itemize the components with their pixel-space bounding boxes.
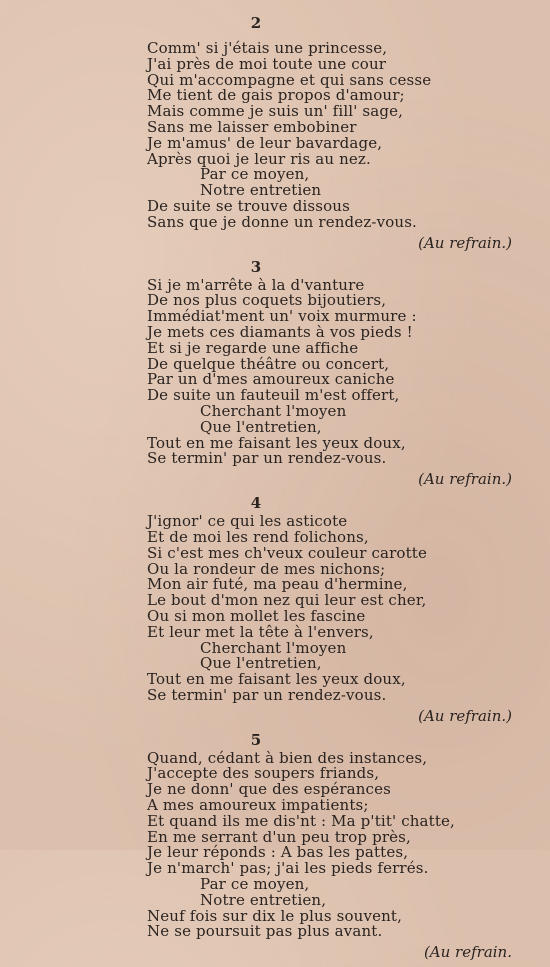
verse-line: Cherchant l'moyen bbox=[200, 638, 347, 657]
verse-line: Ou la rondeur de mes nichons; bbox=[147, 559, 386, 578]
refrain-marker: (Au refrain. bbox=[423, 943, 512, 962]
verse-line: En me serrant d'un peu trop près, bbox=[147, 827, 411, 846]
stanza-3 bbox=[147, 494, 512, 725]
stanza-number: 4 bbox=[250, 494, 262, 513]
verse-line: Je ne donn' que des espérances bbox=[147, 780, 391, 799]
verse-line: J'ai près de moi toute une cour bbox=[147, 54, 387, 73]
verse-line: Je n'march' pas; j'ai les pieds ferrés. bbox=[147, 859, 429, 878]
verse-line: Quand, cédant à bien des instances, bbox=[147, 748, 428, 767]
verse-line: Immédiat'ment un' voix murmure : bbox=[147, 307, 417, 326]
stanza-2 bbox=[147, 258, 512, 489]
verse-line: Neuf fois sur dix le plus souvent, bbox=[147, 906, 403, 925]
stanza-number: 3 bbox=[250, 257, 262, 276]
refrain-marker: (Au refrain.) bbox=[418, 233, 512, 252]
refrain-marker: (Au refrain.) bbox=[418, 470, 512, 489]
verse-line: Ne se poursuit pas plus avant. bbox=[147, 922, 383, 941]
verse-line: Cherchant l'moyen bbox=[200, 401, 347, 420]
verse-line: Comm' si j'étais une princesse, bbox=[147, 39, 388, 57]
verse-line: De nos plus coquets bijoutiers, bbox=[147, 291, 387, 310]
stanza-number: 5 bbox=[250, 730, 262, 749]
verse-line: Que l'entretien, bbox=[200, 417, 322, 436]
verse-line: De quelque théâtre ou concert, bbox=[147, 354, 390, 373]
verse-line: Se termin' par un rendez-vous. bbox=[147, 449, 387, 468]
verse-line: Et si je regarde une affiche bbox=[147, 338, 359, 357]
verse-line: Mon air futé, ma peau d'hermine, bbox=[147, 575, 408, 594]
verse-line: Après quoi je leur ris au nez. bbox=[147, 149, 371, 168]
refrain-marker: (Au refrain.) bbox=[418, 706, 512, 725]
verse-line: Ou si mon mollet les fascine bbox=[147, 606, 366, 625]
verse-line: Et leur met la tête à l'envers, bbox=[147, 622, 374, 641]
verse-line: Je mets ces diamants à vos pieds ! bbox=[147, 322, 413, 341]
verse-line: Le bout d'mon nez qui leur est cher, bbox=[147, 591, 427, 610]
verse-line: Par ce moyen, bbox=[200, 875, 310, 894]
verse-line: Et quand ils me dis'nt : Ma p'tit' chatte, bbox=[147, 811, 455, 830]
stanza-4 bbox=[147, 731, 512, 962]
verse-line: Tout en me faisant les yeux doux, bbox=[147, 433, 406, 452]
verse-line: Tout en me faisant les yeux doux, bbox=[147, 670, 406, 689]
verse-line: A mes amoureux impatients; bbox=[147, 796, 369, 815]
verse-line: J'accepte des soupers friands, bbox=[147, 764, 380, 783]
verse-line: Que l'entretien, bbox=[200, 654, 322, 673]
verse-line: Sans que je donne un rendez-vous. bbox=[147, 212, 417, 231]
verse-line: Si je m'arrête à la d'vanture bbox=[147, 275, 365, 294]
stanza-1 bbox=[147, 41, 512, 252]
verse-line: Qui m'accompagne et qui sans cesse bbox=[147, 70, 432, 89]
verse-line: Je m'amus' de leur bavardage, bbox=[147, 133, 383, 152]
verse-line: Par ce moyen, bbox=[200, 165, 310, 184]
verse-line: Si c'est mes ch'veux couleur carotte bbox=[147, 543, 427, 562]
verse-line: Notre entretien, bbox=[200, 890, 327, 909]
verse-line: J'ignor' ce qui les asticote bbox=[147, 512, 348, 531]
verse-line: Mais comme je suis un' fill' sage, bbox=[147, 102, 404, 121]
verse-line: De suite se trouve dissous bbox=[147, 196, 350, 215]
page-number: 2 bbox=[250, 14, 262, 32]
verse-line: Je leur réponds : A bas les pattes, bbox=[147, 843, 409, 862]
verse-line: Notre entretien bbox=[200, 181, 322, 200]
verse-line: Et de moi les rend folichons, bbox=[147, 527, 369, 546]
verse-line: De suite un fauteuil m'est offert, bbox=[147, 386, 400, 405]
verse-line: Par un d'mes amoureux caniche bbox=[147, 370, 395, 389]
verse-line: Sans me laisser embobiner bbox=[147, 117, 357, 136]
verse-line: Me tient de gais propos d'amour; bbox=[147, 86, 405, 105]
poem-body bbox=[147, 41, 512, 967]
verse-line: Se termin' par un rendez-vous. bbox=[147, 685, 387, 704]
